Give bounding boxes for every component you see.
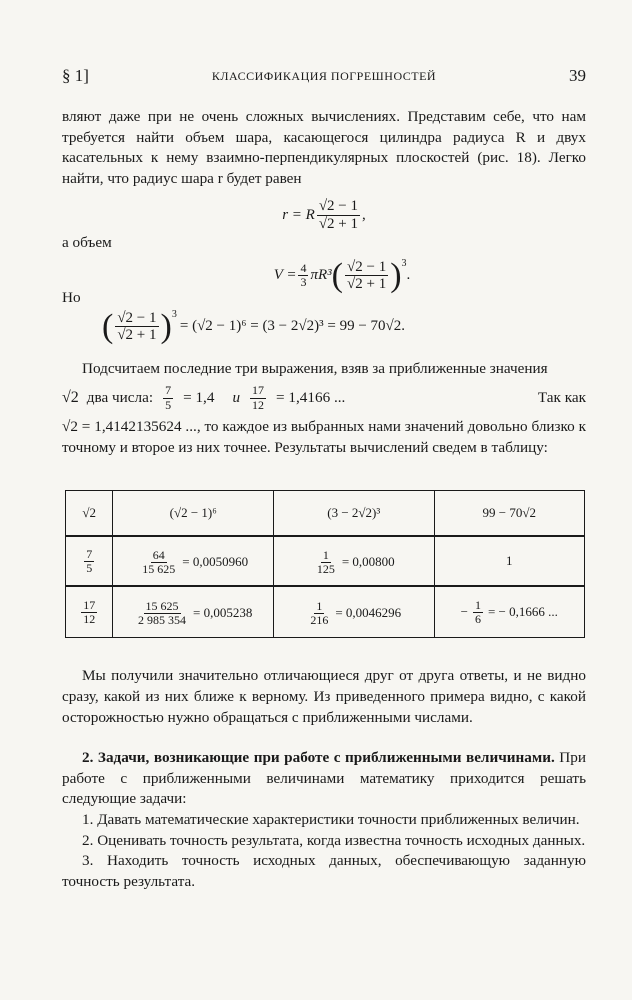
para2-line1: Подсчитаем последние три выражения, взяв за приближенные значения [82,359,548,377]
eq-volume-power: 3 [401,257,407,269]
section-2-intro: При работе с приближенными величинами математику приходится решать следующие задачи: [62,749,586,808]
right-paren-icon: ) [160,307,172,345]
row2-x [81,599,97,626]
section-2 [62,748,586,892]
row1-c2-fraction [315,549,337,576]
row2-x-den: 12 [83,611,96,626]
book-page [62,66,586,892]
task-list [62,810,586,892]
eq-radius-tail: , [362,206,366,223]
para2-f1-den: 5 [165,397,172,412]
row2-c1-val: = 0,005238 [193,605,253,621]
eq-volume-coef-num: 4 [300,261,307,276]
table-header-cell: 99 − 70√2 [434,491,584,537]
row1-x-den: 5 [86,560,93,575]
table-cell [113,586,274,638]
list-item: 3. Находить точность исходных данных, обеспечивающую заданную точность результата. [62,852,586,890]
equation-radius [62,193,586,237]
row1-c1-num: 64 [152,547,165,562]
row1-c1-val: = 0,0050960 [182,554,249,570]
row1-c2-den: 125 [316,561,335,576]
table-cell [273,536,434,586]
para2-text-b: два числа: [86,389,154,407]
table-cell: 1 [434,536,584,586]
table-header-cell: (3 − 2√2)³ [273,491,434,537]
table-cell [66,536,113,586]
eq-volume-coef [298,262,308,289]
right-paren-icon: ) [390,256,402,294]
table-header-cell: √2 [66,491,113,537]
paragraph-approximation [62,359,586,459]
row2-c3-den: 6 [474,611,481,626]
section-2-paragraph [62,748,586,810]
row2-x-num: 17 [83,597,96,612]
row2-c1-fraction [136,600,188,627]
row1-c1-fraction [140,549,177,576]
row2-c2-val: = 0,0046296 [335,605,402,621]
table-header-row [66,491,585,537]
para2-and: и [232,389,241,407]
equation-chain [62,303,586,351]
row1-c2-num: 1 [322,547,329,562]
row2-c1-den: 2 985 354 [138,612,187,627]
eq-volume-lhs: V = [273,267,297,284]
row2-c2-den: 216 [310,612,329,627]
row2-c1-num: 15 625 [145,598,179,613]
row2-c2-fraction [308,600,330,627]
eq-volume-tail: . [406,267,411,284]
list-item: 1. Давать математические характеристики точности приближенных величин. [82,810,580,828]
para2-f2-den: 12 [252,397,265,412]
label-but: Но [62,288,81,306]
row2-c2-num: 1 [316,598,323,613]
running-header [62,66,586,96]
page-number: 39 [569,66,586,85]
label-volume: а объем [62,234,112,252]
section-mark: § 1] [62,66,89,85]
table-cell [66,586,113,638]
left-paren-icon: ( [102,307,114,345]
row2-c3-prefix: − [460,604,468,620]
para2-v2: = 1,4166 ... [276,389,346,407]
para2-line2 [62,379,586,417]
row2-c3-num: 1 [474,597,481,612]
row2-c3-fraction [473,599,483,626]
eq-chain-num: √2 − 1 [117,309,157,326]
paragraph-conclusion: Мы получили значительно отличающиеся друг от друга ответы, и не видно сразу, какой из них ближе к верному. Из приведенного примера видно, с какой осторожностью нужно обращаться с приближенными числами. [62,667,586,726]
paragraph-intro: вляют даже при не очень сложных вычислениях. Представим себе, что нам требуется найти объем шара, касающегося цилиндра радиуса R и двух касательных к нему взаимно-перпендикулярных плоскостей (рис. 18). Легко найти, что радиус шара r будет равен [62,108,586,187]
eq-chain-fraction [115,310,158,344]
row2-c3-val: = − 0,1666 ... [487,604,558,620]
eq-radius-num: √2 − 1 [318,198,359,215]
para2-rest: √2 = 1,4142135624 ..., то каждое из выбранных нами значений довольно близко к точному и второе из них точнее. Результаты вычислений сведем в таблицу: [62,418,586,456]
left-paren-icon: ( [331,256,343,294]
table-cell [113,536,274,586]
row1-c2-val: = 0,00800 [341,554,395,570]
eq-chain-power: 3 [171,308,177,320]
eq-radius-lhs: r = R [282,206,315,223]
eq-radius-fraction [317,198,360,232]
para2-f2-num: 17 [252,383,265,398]
para2-fraction-2 [250,384,266,411]
results-table [65,490,585,638]
eq-volume-pi-r: πR³ [310,267,332,284]
eq-volume-num: √2 − 1 [347,258,387,275]
table-row [66,536,585,586]
list-item: 2. Оценивать точность результата, когда известна точность исходных данных. [82,831,586,849]
eq-volume-den: √2 + 1 [347,276,387,293]
row1-c1-den: 15 625 [142,561,176,576]
row1-x-num: 7 [86,546,93,561]
para2-sqrt2: √2 [62,389,79,407]
table-cell [434,586,584,638]
table-header-cell: (√2 − 1)⁶ [113,491,274,537]
table-row [66,586,585,638]
para2-v1: = 1,4 [183,389,215,407]
section-2-heading: 2. Задачи, возникающие при работе с приближенными величинами. [82,749,555,767]
row1-x [84,548,94,575]
para2-f1-num: 7 [165,383,172,398]
table-cell [273,586,434,638]
para2-fraction-1 [163,384,173,411]
eq-volume-fraction [345,259,388,293]
eq-volume-coef-den: 3 [300,275,307,290]
eq-chain-den: √2 + 1 [117,327,157,344]
chapter-title: КЛАССИФИКАЦИЯ ПОГРЕШНОСТЕЙ [211,69,437,83]
eq-chain-rest: = (√2 − 1)⁶ = (3 − 2√2)³ = 99 − 70√2. [179,318,406,335]
eq-radius-den: √2 + 1 [318,215,359,232]
para2-text-c: Так как [537,389,586,407]
